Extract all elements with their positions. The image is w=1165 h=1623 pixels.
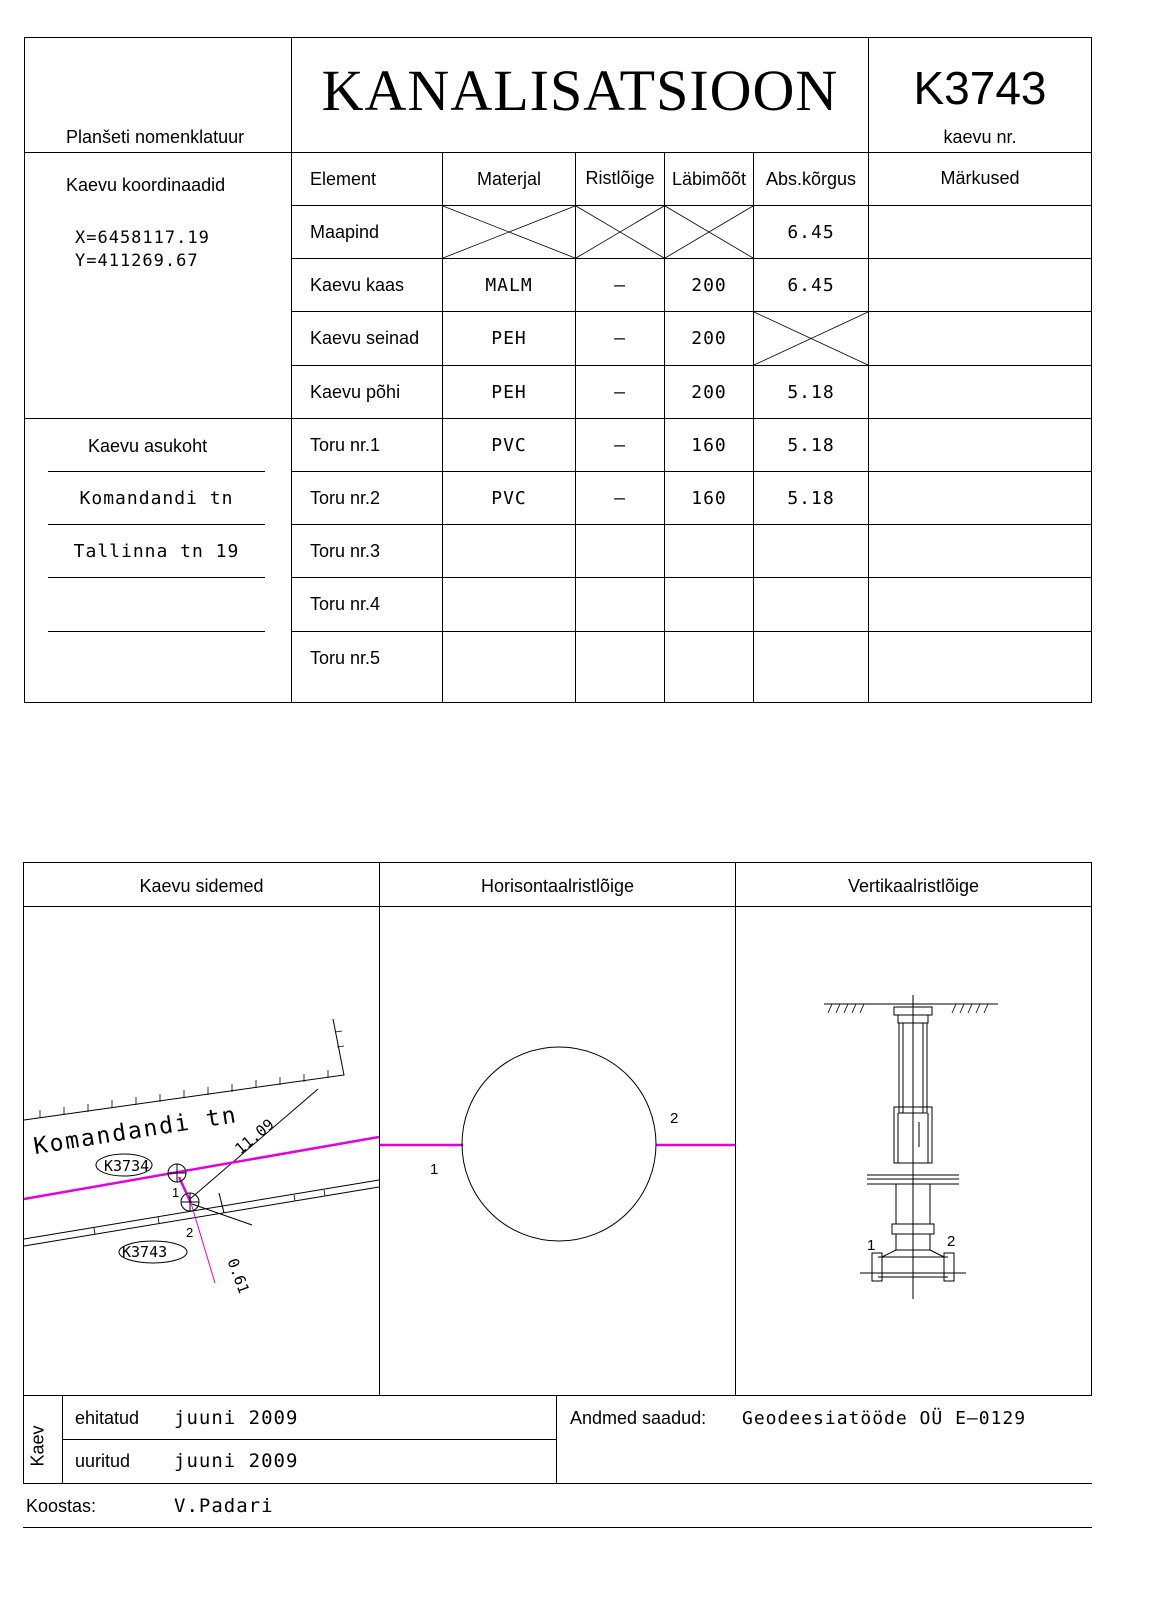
cell-section: – xyxy=(614,275,626,296)
source-value: Geodeesiatööde OÜ E–0129 xyxy=(742,1408,1027,1429)
cell-element: Toru nr.3 xyxy=(310,541,381,561)
cell-element: Toru nr.1 xyxy=(310,435,381,455)
cell-element: Kaevu seinad xyxy=(310,328,420,348)
cell-element: Toru nr.2 xyxy=(310,488,381,508)
section-title-horisontaal: Horisontaalristlõige xyxy=(480,876,635,896)
cell-diameter: 160 xyxy=(691,488,727,509)
cell-element: Toru nr.5 xyxy=(310,648,381,668)
cell-section: – xyxy=(614,488,626,509)
vert-pipe-label-2: 2 xyxy=(947,1233,956,1250)
cell-diameter: 200 xyxy=(691,382,727,403)
well-label-b: K3743 xyxy=(122,1243,168,1261)
well-number: K3743 xyxy=(913,62,1047,114)
pipe-label-2: 2 xyxy=(186,1225,194,1240)
cell-diameter: 200 xyxy=(691,328,727,349)
col-header-material: Materjal xyxy=(476,169,542,189)
vert-pipe-label-1: 1 xyxy=(867,1237,876,1254)
horiz-pipe-label-2: 2 xyxy=(670,1110,679,1127)
pipe-label-1: 1 xyxy=(172,1185,180,1200)
horizontal-section-drawing xyxy=(380,907,735,1395)
location-line-1: Komandandi tn xyxy=(79,488,234,509)
col-header-diameter: Läbimõõt xyxy=(671,169,747,189)
cell-element: Kaevu põhi xyxy=(310,382,401,402)
cell-height: 6.45 xyxy=(787,222,835,243)
col-header-notes: Märkused xyxy=(940,168,1020,188)
cell-height: 6.45 xyxy=(787,275,835,296)
page-title: KANALISATSIOON xyxy=(321,58,839,123)
horiz-pipe-label-1: 1 xyxy=(430,1161,439,1178)
updated-label: uuritud xyxy=(75,1451,131,1471)
cell-material: PEH xyxy=(491,382,527,403)
cell-material: PEH xyxy=(491,328,527,349)
cell-material: PVC xyxy=(491,488,527,509)
coord-y: Y=411269.67 xyxy=(75,251,199,271)
cell-height: 5.18 xyxy=(787,435,835,456)
author-label: Koostas: xyxy=(26,1496,97,1516)
cell-element: Maapind xyxy=(310,222,380,242)
well-label-a: K3734 xyxy=(104,1157,150,1175)
col-header-height: Abs.kõrgus xyxy=(765,169,857,189)
coord-x: X=6458117.19 xyxy=(75,228,210,248)
col-header-section: Ristlõige xyxy=(585,168,655,188)
cell-section: – xyxy=(614,382,626,403)
cell-section: – xyxy=(614,435,626,456)
location-line-2: Tallinna tn 19 xyxy=(73,541,240,562)
street-label: Komandandi tn xyxy=(31,1102,240,1160)
built-label: ehitatud xyxy=(75,1408,140,1428)
location-label: Kaevu asukoht xyxy=(88,436,208,456)
section-title-vertikaal: Vertikaalristlõige xyxy=(847,876,980,896)
section-title-sidemed: Kaevu sidemed xyxy=(139,876,264,896)
cell-height: 5.18 xyxy=(787,488,835,509)
cell-diameter: 160 xyxy=(691,435,727,456)
built-date: juuni 2009 xyxy=(174,1407,299,1429)
well-number-label: kaevu nr. xyxy=(943,127,1017,147)
source-label: Andmed saadud: xyxy=(570,1408,707,1428)
col-header-element: Element xyxy=(310,169,377,189)
cell-section: – xyxy=(614,328,626,349)
cell-material: MALM xyxy=(485,275,533,296)
cell-height: 5.18 xyxy=(787,382,835,403)
cell-element: Kaevu kaas xyxy=(310,275,405,295)
dimension-1: 11.09 xyxy=(231,1115,278,1158)
dimension-2: 0.61 xyxy=(223,1255,253,1297)
nomenclature-label: Planšeti nomenklatuur xyxy=(66,127,245,147)
kaev-label: Kaev xyxy=(27,1425,48,1467)
cell-element: Toru nr.4 xyxy=(310,594,381,614)
vertical-section-drawing xyxy=(736,907,1091,1395)
author-value: V.Padari xyxy=(174,1495,274,1517)
cell-diameter: 200 xyxy=(691,275,727,296)
cell-material: PVC xyxy=(491,435,527,456)
coords-label: Kaevu koordinaadid xyxy=(66,175,226,195)
updated-date: juuni 2009 xyxy=(174,1450,299,1472)
